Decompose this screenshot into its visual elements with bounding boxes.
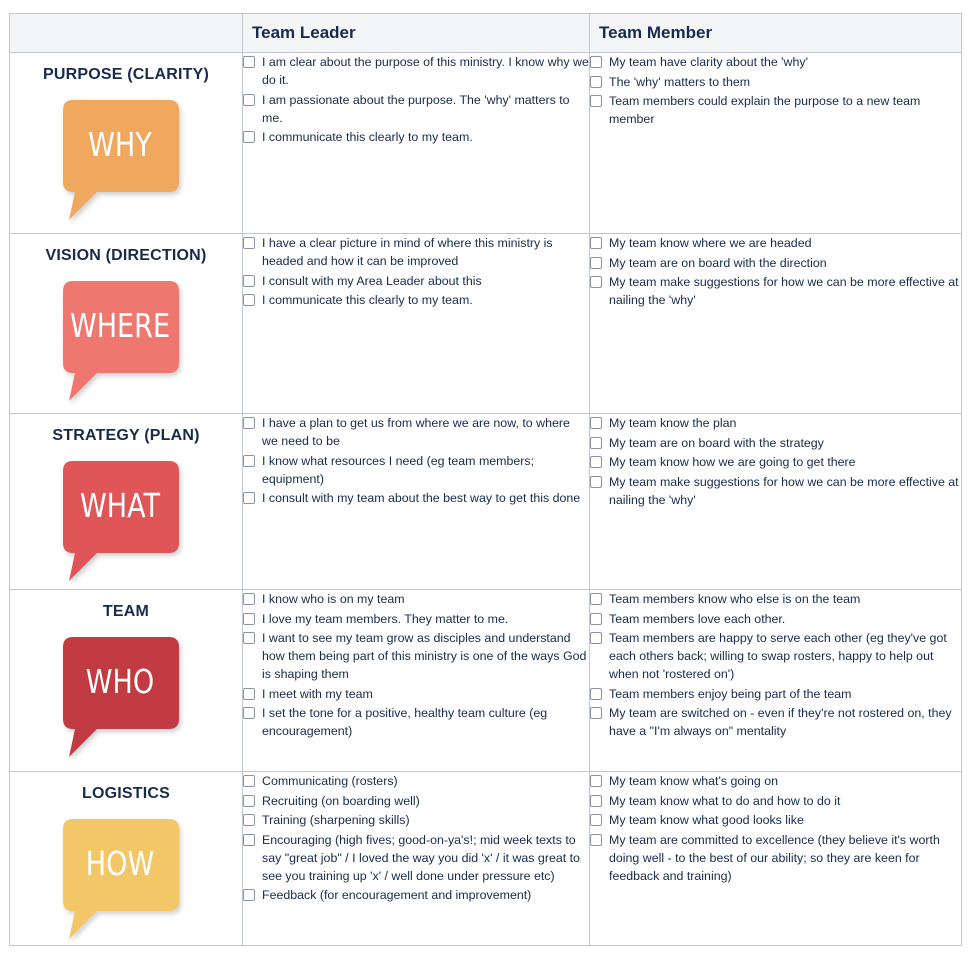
checklist-item <box>590 473 961 509</box>
row-title: STRATEGY (PLAN) <box>52 427 200 444</box>
checklist-item-text: Recruiting (on boarding well) <box>262 793 420 808</box>
checklist-item-text: I want to see my team grow as disciples and understand how them being part of this ministry is one of the ways God is shaping them <box>262 631 587 681</box>
checklist-item-text: The 'why' matters to them <box>609 74 751 89</box>
team-member-cell <box>590 234 962 414</box>
checklist <box>590 414 961 509</box>
speech-bubble-image <box>61 815 191 945</box>
checklist-item-text: My team are switched on - even if they're not rostered on, they have a "I'm always on" mentality <box>609 706 952 738</box>
checklist <box>243 590 589 740</box>
checklist-item <box>590 434 961 452</box>
bubble-word: HOW <box>85 843 155 883</box>
checklist-item <box>590 629 961 683</box>
checklist-item-text: I consult with my Area Leader about this <box>262 273 482 288</box>
checklist-item-text: I have a clear picture in mind of where this ministry is headed and how it can be improved <box>262 236 553 268</box>
checklist-item-text: My team know what to do and how to do it <box>609 793 841 808</box>
checklist-item <box>590 792 961 810</box>
checkbox[interactable] <box>590 237 602 249</box>
checkbox[interactable] <box>243 707 255 719</box>
checklist <box>243 234 589 309</box>
checkbox[interactable] <box>243 94 255 106</box>
checklist-item-text: I know who is on my team <box>262 592 405 606</box>
checklist-item <box>243 772 589 790</box>
speech-bubble-image <box>61 277 191 407</box>
checklist <box>243 772 589 904</box>
speech-bubble-image <box>61 633 191 763</box>
checkbox[interactable] <box>590 795 602 807</box>
checkbox[interactable] <box>243 294 255 306</box>
header-team-member: Team Member <box>590 14 962 53</box>
checklist <box>243 53 589 146</box>
checkbox[interactable] <box>243 688 255 700</box>
table-header-row <box>10 14 962 53</box>
checklist <box>590 772 961 885</box>
checklist-item <box>243 704 589 740</box>
checklist-item-text: Training (sharpening skills) <box>262 813 410 827</box>
checkbox[interactable] <box>590 257 602 269</box>
team-leader-cell <box>243 414 590 590</box>
checkbox[interactable] <box>590 76 602 88</box>
checkbox[interactable] <box>590 476 602 488</box>
checklist-item <box>243 685 589 703</box>
checklist-item <box>243 291 589 309</box>
table-row <box>10 772 962 946</box>
checklist-item <box>243 792 589 810</box>
checklist-item <box>590 254 961 272</box>
checklist-item <box>243 452 589 488</box>
checklist-item-text: I set the tone for a positive, healthy team culture (eg encouragement) <box>262 706 548 738</box>
checklist-item-text: I communicate this clearly to my team. <box>262 293 473 307</box>
checklist-item <box>590 772 961 790</box>
checkbox[interactable] <box>590 95 602 107</box>
checklist <box>243 414 589 507</box>
checkbox[interactable] <box>243 455 255 467</box>
checklist-item-text: My team know what good looks like <box>609 813 804 827</box>
checklist-item <box>590 704 961 740</box>
checkbox[interactable] <box>590 437 602 449</box>
checkbox[interactable] <box>243 613 255 625</box>
checkbox[interactable] <box>590 56 602 68</box>
checkbox[interactable] <box>243 237 255 249</box>
checklist-item <box>243 489 589 507</box>
checkbox[interactable] <box>590 417 602 429</box>
checklist <box>590 234 961 309</box>
checkbox[interactable] <box>590 688 602 700</box>
checkbox[interactable] <box>590 276 602 288</box>
leadership-table <box>9 13 962 946</box>
checklist-item-text: Communicating (rosters) <box>262 774 398 788</box>
checklist-item-text: Team members love each other. <box>609 611 786 626</box>
checklist-item-text: My team are committed to excellence (they believe it's worth doing well - to the best of our ability; so they are keen for feedback and training) <box>609 832 940 883</box>
checklist-item-text: I love my team members. They matter to me. <box>262 611 509 626</box>
row-header-cell <box>10 234 243 414</box>
team-leader-cell <box>243 234 590 414</box>
row-title: TEAM <box>102 603 150 620</box>
team-leader-cell <box>243 590 590 772</box>
bubble-word: WHO <box>85 661 155 701</box>
checkbox[interactable] <box>243 492 255 504</box>
bubble-word: WHAT <box>79 485 161 525</box>
checklist-item <box>590 53 961 71</box>
checklist-item <box>590 811 961 829</box>
table-row <box>10 414 962 590</box>
checkbox[interactable] <box>590 775 602 787</box>
checklist-item-text: My team make suggestions for how we can be more effective at nailing the 'why' <box>609 275 959 307</box>
table-row <box>10 590 962 772</box>
checkbox[interactable] <box>590 834 602 846</box>
team-member-cell <box>590 590 962 772</box>
team-member-cell <box>590 414 962 590</box>
checklist-item <box>590 610 961 628</box>
checklist-item-text: Team members enjoy being part of the team <box>609 686 852 701</box>
checklist-item <box>590 73 961 91</box>
checklist-item <box>590 234 961 252</box>
checklist-item-text: My team know where we are headed <box>609 236 812 250</box>
checklist-item-text: My team know what's going on <box>609 774 779 788</box>
checklist-item-text: Team members know who else is on the team <box>609 592 861 606</box>
row-header-cell <box>10 772 243 946</box>
table-row <box>10 234 962 414</box>
checklist-item-text: I am passionate about the purpose. The 'why' matters to me. <box>262 92 570 125</box>
checklist-item-text: Encouraging (high fives; good-on-ya's!; mid week texts to say "great job" / I loved the way you did 'x' / it was great to see you training up 'x' / well done under pressure etc) <box>262 832 580 883</box>
checklist-item-text: I have a plan to get us from where we are now, to where we need to be <box>262 416 570 448</box>
checkbox[interactable] <box>590 456 602 468</box>
checklist-item-text: Team members are happy to serve each other (eg they've got each others back; willing to swap rosters, happy to help out when not 'rostered on') <box>609 631 947 681</box>
checklist-item <box>243 91 589 127</box>
checklist-item <box>243 234 589 270</box>
checklist-item-text: My team make suggestions for how we can be more effective at nailing the 'why' <box>609 474 959 507</box>
row-title: VISION (DIRECTION) <box>45 247 207 264</box>
bubble-word: WHERE <box>69 305 171 345</box>
table-row <box>10 53 962 234</box>
team-member-cell <box>590 772 962 946</box>
checklist-item <box>590 453 961 471</box>
checkbox[interactable] <box>590 593 602 605</box>
checklist-item-text: My team know how we are going to get there <box>609 455 856 469</box>
row-header-cell <box>10 414 243 590</box>
checklist-item-text: My team have clarity about the 'why' <box>609 55 808 69</box>
checkbox[interactable] <box>243 56 255 68</box>
checkbox[interactable] <box>243 131 255 143</box>
checklist-item-text: Feedback (for encouragement and improvement) <box>262 888 532 902</box>
checklist <box>590 53 961 128</box>
checkbox[interactable] <box>590 632 602 644</box>
checklist-item <box>243 629 589 683</box>
checkbox[interactable] <box>243 795 255 807</box>
checklist-item <box>590 273 961 309</box>
checklist-item <box>243 272 589 290</box>
speech-bubble-image <box>61 457 191 587</box>
checklist-item-text: My team know the plan <box>609 416 737 430</box>
team-member-cell <box>590 53 962 234</box>
checklist-item-text: I consult with my team about the best way to get this done <box>262 491 581 505</box>
checklist-item-text: Team members could explain the purpose to a new team member <box>609 94 921 126</box>
checklist-item <box>243 831 589 885</box>
checklist-item <box>243 811 589 829</box>
row-header-cell <box>10 590 243 772</box>
checkbox[interactable] <box>590 814 602 826</box>
header-empty-cell <box>10 14 243 53</box>
team-leader-cell <box>243 53 590 234</box>
checklist-item-text: I communicate this clearly to my team. <box>262 130 473 144</box>
checklist-item <box>243 610 589 628</box>
checklist-item <box>243 886 589 904</box>
row-title: LOGISTICS <box>81 785 171 802</box>
checklist-item <box>590 590 961 608</box>
checkbox[interactable] <box>590 707 602 719</box>
checkbox[interactable] <box>243 275 255 287</box>
checkbox[interactable] <box>243 593 255 605</box>
checklist-item <box>590 831 961 885</box>
checkbox[interactable] <box>590 613 602 625</box>
row-header-cell <box>10 53 243 234</box>
checklist-item-text: I am clear about the purpose of this ministry. I know why we do it. <box>262 55 589 87</box>
checklist <box>590 590 961 740</box>
checklist-item <box>243 414 589 450</box>
checklist-item <box>590 685 961 703</box>
speech-bubble-image <box>61 96 191 226</box>
checkbox[interactable] <box>243 834 255 846</box>
checklist-item <box>243 590 589 608</box>
row-title: PURPOSE (CLARITY) <box>42 66 210 83</box>
checklist-item <box>243 53 589 89</box>
checklist-item-text: My team are on board with the strategy <box>609 435 824 450</box>
checkbox[interactable] <box>243 632 255 644</box>
checklist-item <box>590 414 961 432</box>
checkbox[interactable] <box>243 814 255 826</box>
checklist-item-text: My team are on board with the direction <box>609 255 827 270</box>
checklist-item <box>243 128 589 146</box>
checkbox[interactable] <box>243 775 255 787</box>
checklist-item-text: I meet with my team <box>262 686 373 701</box>
checkbox[interactable] <box>243 417 255 429</box>
team-leader-cell <box>243 772 590 946</box>
header-team-leader: Team Leader <box>243 14 590 53</box>
bubble-word: WHY <box>88 124 152 164</box>
checklist-item-text: I know what resources I need (eg team members; equipment) <box>262 453 535 486</box>
checklist-item <box>590 92 961 128</box>
checkbox[interactable] <box>243 889 255 901</box>
